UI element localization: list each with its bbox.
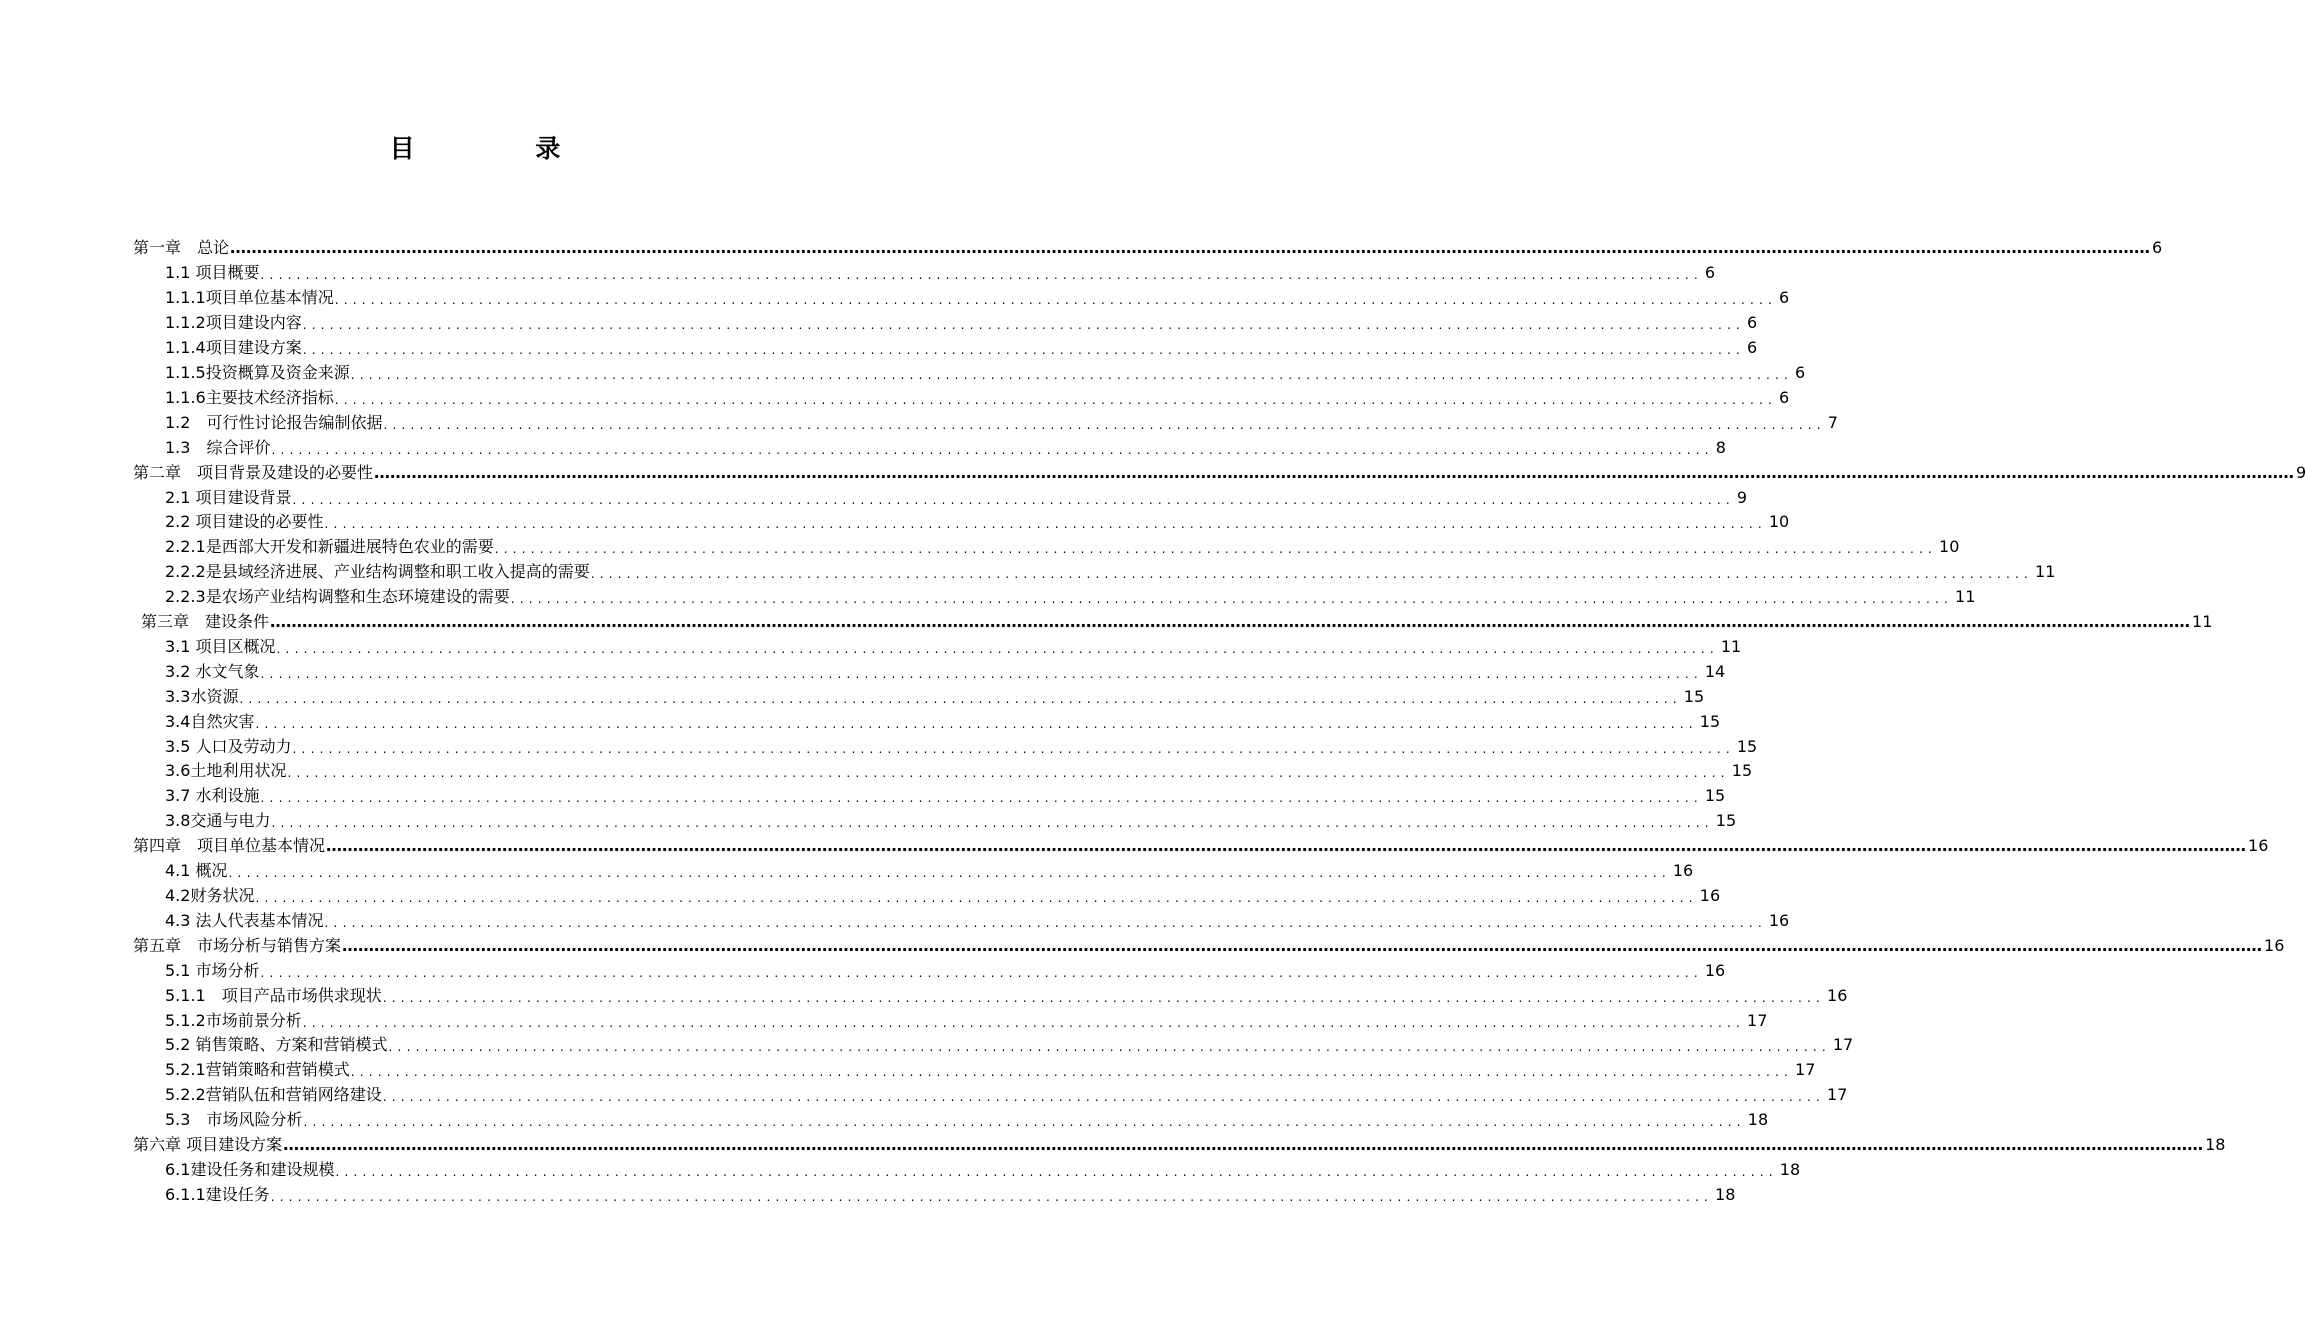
toc-page-number: 15	[1715, 811, 1737, 831]
toc-dot-leader: ................................................................................................................................................................	[303, 1115, 1746, 1130]
toc-page-number: 17	[1795, 1060, 1816, 1080]
toc-section-entry[interactable]	[165, 1058, 1816, 1083]
toc-section-entry[interactable]	[165, 759, 1753, 784]
toc-page-number: 16	[1827, 985, 1848, 1005]
toc-page-number: 6	[1747, 313, 1758, 333]
table-of-contents	[0, 236, 2306, 1207]
toc-section-entry[interactable]	[165, 908, 1790, 933]
toc-page-number: 16	[1672, 861, 1694, 881]
toc-entry-label: 4.2财务状况	[165, 886, 255, 906]
toc-dot-leader: ................................................................................................................................................................	[334, 392, 1778, 407]
toc-section-entry[interactable]	[165, 311, 1758, 336]
toc-entry-label: 5.1.1 项目产品市场供求现状	[165, 985, 382, 1005]
toc-dot-leader: ................................................................................................................................................................	[260, 965, 1703, 980]
toc-dot-leader: ................................................................................................................................................................	[255, 716, 1698, 731]
toc-entry-label: 1.1.2项目建设内容	[165, 313, 302, 333]
toc-dot-leader: ................................................................................................................................................................	[302, 318, 1746, 333]
toc-page-number: 17	[1747, 1010, 1768, 1030]
toc-entry-label: 3.6土地利用状况	[165, 761, 287, 781]
toc-section-entry[interactable]	[165, 361, 1806, 386]
toc-page-number: 11	[2192, 612, 2213, 632]
toc-entry-label: 2.2 项目建设的必要性	[165, 512, 324, 532]
toc-entry-label: 3.2 水文气象	[165, 661, 260, 681]
toc-dot-leader: ................................................................................................................................................................	[382, 990, 1826, 1005]
toc-section-entry[interactable]	[165, 635, 1742, 660]
toc-dot-leader: ................................................................................................................................................................	[260, 666, 1703, 681]
toc-entry-label: 第六章 项目建设方案	[133, 1135, 283, 1155]
toc-page-number: 14	[1704, 661, 1726, 681]
toc-page-number: 10	[1768, 512, 1790, 532]
toc-chapter-entry[interactable]	[133, 236, 2163, 261]
toc-section-entry[interactable]	[165, 510, 1790, 535]
toc-entry-label: 2.2.3是农场产业结构调整和生态环境建设的需要	[165, 587, 510, 607]
toc-dot-leader: ………………………………………………………………………………………………………………………………………………………………………………………………………………………………………………………………………………………………………………………………	[230, 238, 2151, 258]
toc-chapter-entry[interactable]	[141, 610, 2213, 635]
toc-entry-label: 6.1建设任务和建设规模	[165, 1159, 335, 1179]
toc-section-entry[interactable]	[165, 1158, 1801, 1183]
toc-page-number: 7	[1827, 412, 1838, 432]
toc-section-entry[interactable]	[165, 1033, 1854, 1058]
toc-page-number: 18	[1779, 1159, 1801, 1179]
toc-section-entry[interactable]	[165, 859, 1694, 884]
toc-entry-label: 5.2 销售策略、方案和营销模式	[165, 1035, 388, 1055]
toc-section-entry[interactable]	[165, 286, 1790, 311]
toc-section-entry[interactable]	[165, 784, 1726, 809]
toc-section-entry[interactable]	[165, 958, 1726, 983]
toc-page-number: 18	[2205, 1135, 2226, 1155]
toc-page-number: 15	[1683, 686, 1705, 706]
toc-entry-label: 6.1.1建设任务	[165, 1184, 270, 1204]
toc-entry-label: 1.1.1项目单位基本情况	[165, 288, 334, 308]
toc-entry-label: 5.1.2市场前景分析	[165, 1010, 302, 1030]
toc-page-number: 17	[1827, 1085, 1848, 1105]
toc-section-entry[interactable]	[165, 1083, 1848, 1108]
toc-section-entry[interactable]	[165, 410, 1838, 435]
page-title: 目 录	[389, 134, 617, 163]
toc-page-number: 17	[1832, 1035, 1854, 1055]
toc-page-number: 16	[2264, 935, 2285, 955]
toc-entry-label: 2.1 项目建设背景	[165, 487, 292, 507]
toc-entry-label: 第三章 建设条件	[141, 612, 270, 632]
toc-dot-leader: ................................................................................................................................................................	[287, 766, 1730, 781]
toc-section-entry[interactable]	[165, 560, 2056, 585]
toc-entry-label: 3.3水资源	[165, 686, 239, 706]
toc-entry-label: 1.2 可行性讨论报告编制依据	[165, 412, 383, 432]
toc-entry-label: 1.1.5投资概算及资金来源	[165, 362, 350, 382]
toc-entry-label: 3.8交通与电力	[165, 811, 271, 831]
toc-section-entry[interactable]	[165, 1182, 1736, 1207]
toc-dot-leader: ................................................................................................................................................................	[302, 343, 1746, 358]
toc-section-entry[interactable]	[165, 709, 1721, 734]
toc-dot-leader: ………………………………………………………………………………………………………………………………………………………………………………………………………………………………………………………………………………………………………………………………	[326, 836, 2247, 856]
toc-dot-leader: ................................................................................................................................................................	[383, 417, 1826, 432]
toc-entry-label: 4.3 法人代表基本情况	[165, 910, 324, 930]
toc-entry-label: 1.1 项目概要	[165, 263, 260, 283]
toc-entry-label: 1.1.6主要技术经济指标	[165, 387, 334, 407]
toc-dot-leader: ................................................................................................................................................................	[324, 517, 1767, 532]
toc-dot-leader: ................................................................................................................................................................	[255, 891, 1698, 906]
toc-entry-label: 5.2.2营销队伍和营销网络建设	[165, 1085, 382, 1105]
toc-entry-label: 第四章 项目单位基本情况	[133, 836, 326, 856]
toc-entry-label: 5.3 市场风险分析	[165, 1110, 303, 1130]
toc-dot-leader: ................................................................................................................................................................	[350, 1065, 1794, 1080]
toc-entry-label: 2.2.1是西部大开发和新疆进展特色农业的需要	[165, 537, 494, 557]
toc-section-entry[interactable]	[165, 336, 1758, 361]
toc-page-number: 18	[1715, 1184, 1736, 1204]
toc-dot-leader: ………………………………………………………………………………………………………………………………………………………………………………………………………………………………………………………………………………………………………………………………	[342, 935, 2263, 955]
toc-entry-label: 3.1 项目区概况	[165, 636, 276, 656]
toc-entry-label: 4.1 概况	[165, 861, 228, 881]
toc-page-number: 15	[1731, 761, 1753, 781]
toc-dot-leader: ………………………………………………………………………………………………………………………………………………………………………………………………………………………………………………………………………………………………………………………………	[283, 1135, 2204, 1155]
toc-page-number: 16	[1704, 960, 1726, 980]
toc-page-number: 9	[1736, 487, 1748, 507]
toc-dot-leader: ………………………………………………………………………………………………………………………………………………………………………………………………………………………………………………………………………………………………………………………………	[270, 612, 2191, 632]
toc-dot-leader: ................................................................................................................................................................	[335, 1164, 1778, 1179]
toc-page-number: 6	[1779, 387, 1790, 407]
toc-section-entry[interactable]	[165, 535, 1960, 560]
toc-section-entry[interactable]	[165, 385, 1790, 410]
toc-page-number: 8	[1715, 437, 1726, 457]
toc-dot-leader: ................................................................................................................................................................	[302, 1015, 1746, 1030]
toc-entry-label: 3.7 水利设施	[165, 786, 260, 806]
toc-section-entry[interactable]	[165, 585, 1976, 610]
toc-page-number: 6	[1779, 288, 1790, 308]
toc-dot-leader: ................................................................................................................................................................	[334, 293, 1778, 308]
toc-dot-leader: ................................................................................................................................................................	[494, 542, 1938, 557]
toc-page-number: 15	[1704, 786, 1726, 806]
toc-dot-leader: ................................................................................................................................................................	[270, 1189, 1714, 1204]
toc-chapter-entry[interactable]	[133, 460, 2306, 485]
toc-dot-leader: ................................................................................................................................................................	[260, 268, 1703, 283]
toc-section-entry[interactable]	[165, 983, 1848, 1008]
toc-section-entry[interactable]	[165, 485, 1748, 510]
toc-entry-label: 1.1.4项目建设方案	[165, 338, 302, 358]
toc-dot-leader: ................................................................................................................................................................	[228, 866, 1671, 881]
toc-dot-leader: ................................................................................................................................................................	[292, 492, 1735, 507]
toc-page-number: 11	[2035, 562, 2056, 582]
toc-section-entry[interactable]	[165, 884, 1721, 909]
toc-section-entry[interactable]	[165, 435, 1726, 460]
toc-page-number: 6	[1795, 362, 1806, 382]
toc-dot-leader: ................................................................................................................................................................	[590, 567, 2034, 582]
toc-dot-leader: ................................................................................................................................................................	[276, 641, 1719, 656]
toc-section-entry[interactable]	[165, 659, 1726, 684]
toc-entry-label: 5.2.1营销策略和营销模式	[165, 1060, 350, 1080]
toc-page-number: 16	[1768, 910, 1790, 930]
toc-page-number: 6	[1704, 263, 1716, 283]
toc-entry-label: 3.4自然灾害	[165, 711, 255, 731]
toc-entry-label: 第一章 总论	[133, 238, 230, 258]
toc-page-number: 16	[2248, 836, 2269, 856]
toc-dot-leader: ………………………………………………………………………………………………………………………………………………………………………………………………………………………………………………………………………………………………………………………………	[374, 462, 2295, 482]
toc-dot-leader: ................................................................................................................................................................	[382, 1090, 1826, 1105]
toc-section-entry[interactable]	[165, 734, 1758, 759]
toc-chapter-entry[interactable]	[133, 933, 2285, 958]
toc-page-number: 15	[1736, 736, 1758, 756]
toc-page-number: 11	[1955, 587, 1976, 607]
toc-dot-leader: ................................................................................................................................................................	[239, 691, 1682, 706]
toc-page-number: 10	[1939, 537, 1960, 557]
toc-page-number: 16	[1699, 886, 1721, 906]
toc-page-number: 15	[1699, 711, 1721, 731]
toc-chapter-entry[interactable]	[133, 1133, 2226, 1158]
toc-dot-leader: ................................................................................................................................................................	[350, 367, 1794, 382]
toc-page-number: 6	[1747, 338, 1758, 358]
toc-dot-leader: ................................................................................................................................................................	[271, 816, 1714, 831]
toc-dot-leader: ................................................................................................................................................................	[324, 915, 1767, 930]
toc-entry-label: 1.3 综合评价	[165, 437, 271, 457]
toc-page-number: 9	[2296, 462, 2306, 482]
toc-dot-leader: ................................................................................................................................................................	[271, 442, 1714, 457]
toc-dot-leader: ................................................................................................................................................................	[388, 1040, 1831, 1055]
toc-dot-leader: ................................................................................................................................................................	[292, 741, 1735, 756]
toc-section-entry[interactable]	[165, 1108, 1769, 1133]
toc-entry-label: 第二章 项目背景及建设的必要性	[133, 462, 374, 482]
toc-page-number: 11	[1720, 636, 1742, 656]
toc-dot-leader: ................................................................................................................................................................	[260, 791, 1703, 806]
toc-page-number: 18	[1747, 1110, 1769, 1130]
toc-dot-leader: ................................................................................................................................................................	[510, 592, 1954, 607]
toc-chapter-entry[interactable]	[133, 834, 2269, 859]
toc-entry-label: 5.1 市场分析	[165, 960, 260, 980]
toc-section-entry[interactable]	[165, 809, 1737, 834]
toc-entry-label: 第五章 市场分析与销售方案	[133, 935, 342, 955]
toc-section-entry[interactable]	[165, 1008, 1768, 1033]
toc-entry-label: 2.2.2是县域经济进展、产业结构调整和职工收入提高的需要	[165, 562, 590, 582]
toc-section-entry[interactable]	[165, 261, 1716, 286]
toc-entry-label: 3.5 人口及劳动力	[165, 736, 292, 756]
toc-page-number: 6	[2152, 238, 2163, 258]
toc-section-entry[interactable]	[165, 684, 1705, 709]
